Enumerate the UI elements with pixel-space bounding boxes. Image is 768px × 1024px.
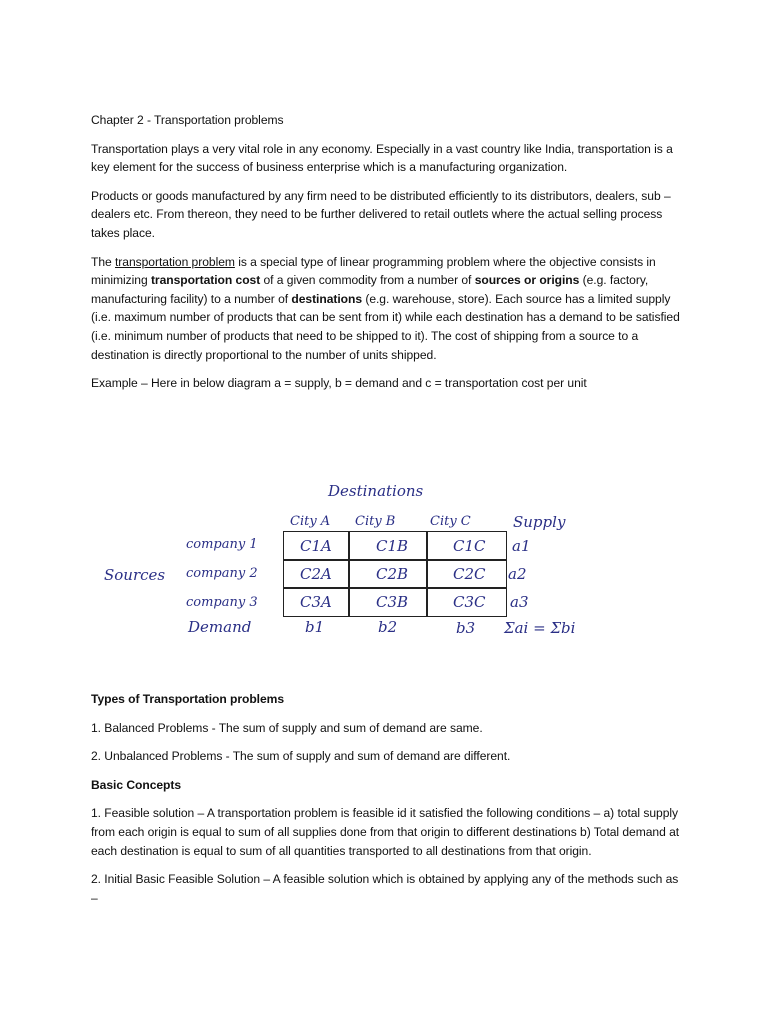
cost-cell-2a: C2A: [300, 565, 332, 583]
row-label-company-1: company 1: [186, 537, 258, 552]
grid-line: [283, 559, 507, 561]
balance-equation: Σai = Σbi: [504, 619, 576, 637]
chapter-title: Chapter 2 - Transportation problems: [91, 113, 284, 127]
definition-text: (e.g. warehouse, store). Each source has a limited supply (i.e. maximum number of products that can be sent from it) while each destination has a demand to be satisfied (i.e. minimum number of products that need to be shipped to it). The cost of shipping from a source to a destination is directly proportional to the number of units shipped.: [91, 291, 680, 362]
cost-cell-1b: C1B: [376, 537, 409, 555]
concept-initial-basic-feasible: 2. Initial Basic Feasible Solution – A feasible solution which is obtained by applying any of the methods such as –: [91, 872, 679, 905]
bold-term: transportation cost: [150, 273, 261, 288]
col-header-city-a: City A: [290, 514, 331, 529]
paragraph-intro: Transportation plays a very vital role in any economy. Especially in a vast country like India, transportation is a key element for the success of business enterprise which is a manufacturing organization.: [91, 141, 673, 175]
bold-term: destinations: [291, 291, 363, 306]
sources-label: Sources: [104, 566, 166, 584]
row-label-company-2: company 2: [186, 566, 258, 581]
grid-line: [283, 587, 507, 589]
cost-cell-3b: C3B: [376, 593, 409, 611]
cost-cell-3c: C3C: [453, 593, 486, 611]
demand-b2: b2: [378, 618, 398, 636]
col-header-city-c: City C: [430, 514, 471, 529]
row-label-company-3: company 3: [186, 595, 258, 610]
document-body: [91, 111, 681, 403]
example-line: Example – Here in below diagram a = supply, b = demand and c = transportation cost per unit: [91, 376, 587, 391]
demand-b3: b3: [456, 619, 476, 637]
cost-cell-3a: C3A: [300, 593, 332, 611]
destinations-label: Destinations: [328, 482, 424, 500]
supply-a2: a2: [508, 565, 527, 583]
definition-text: The: [91, 254, 115, 269]
type-unbalanced: 2. Unbalanced Problems - The sum of supply and sum of demand are different.: [91, 749, 511, 764]
document-body-lower: [91, 690, 681, 917]
supply-a1: a1: [512, 537, 531, 555]
types-heading: Types of Transportation problems: [91, 692, 285, 706]
basic-concepts-heading: Basic Concepts: [91, 777, 182, 792]
col-header-supply: Supply: [513, 513, 566, 531]
cost-cell-2c: C2C: [453, 565, 486, 583]
definition-text: of a given commodity from a number of: [260, 273, 475, 288]
concept-feasible-solution: 1. Feasible solution – A transportation problem is feasible id it satisfied the following conditions – a) total supply from each origin is equal to sum of all supplies done from that origin to different destinations b) Total demand at each destination is equal to sum of all quantities transported to all destinations from that origin.: [91, 806, 680, 858]
cost-cell-2b: C2B: [376, 565, 409, 583]
paragraph-distribution: Products or goods manufactured by any firm need to be distributed efficiently to its distributors, dealers, sub – dealers etc. From thereon, they need to be further delivered to retail outlets where the actual selling process takes place.: [91, 188, 671, 240]
cost-cell-1c: C1C: [453, 537, 486, 555]
definition-text: is a special type of linear programming problem where the objective consists in minimizing: [91, 254, 656, 288]
row-label-demand: Demand: [188, 618, 252, 636]
definition-text: (e.g. factory, manufacturing facility) to a number of: [91, 273, 649, 306]
cost-cell-1a: C1A: [300, 537, 332, 555]
paragraph-definition: [91, 253, 681, 365]
supply-a3: a3: [510, 593, 529, 611]
transportation-diagram: [100, 476, 600, 648]
grid-line: [348, 531, 350, 617]
grid-line: [426, 531, 428, 617]
type-balanced: 1. Balanced Problems - The sum of supply and sum of demand are same.: [91, 720, 483, 735]
bold-term: sources or origins: [474, 273, 580, 288]
col-header-city-b: City B: [355, 514, 396, 529]
demand-b1: b1: [305, 618, 325, 636]
transportation-problem-link[interactable]: transportation problem: [115, 254, 235, 269]
